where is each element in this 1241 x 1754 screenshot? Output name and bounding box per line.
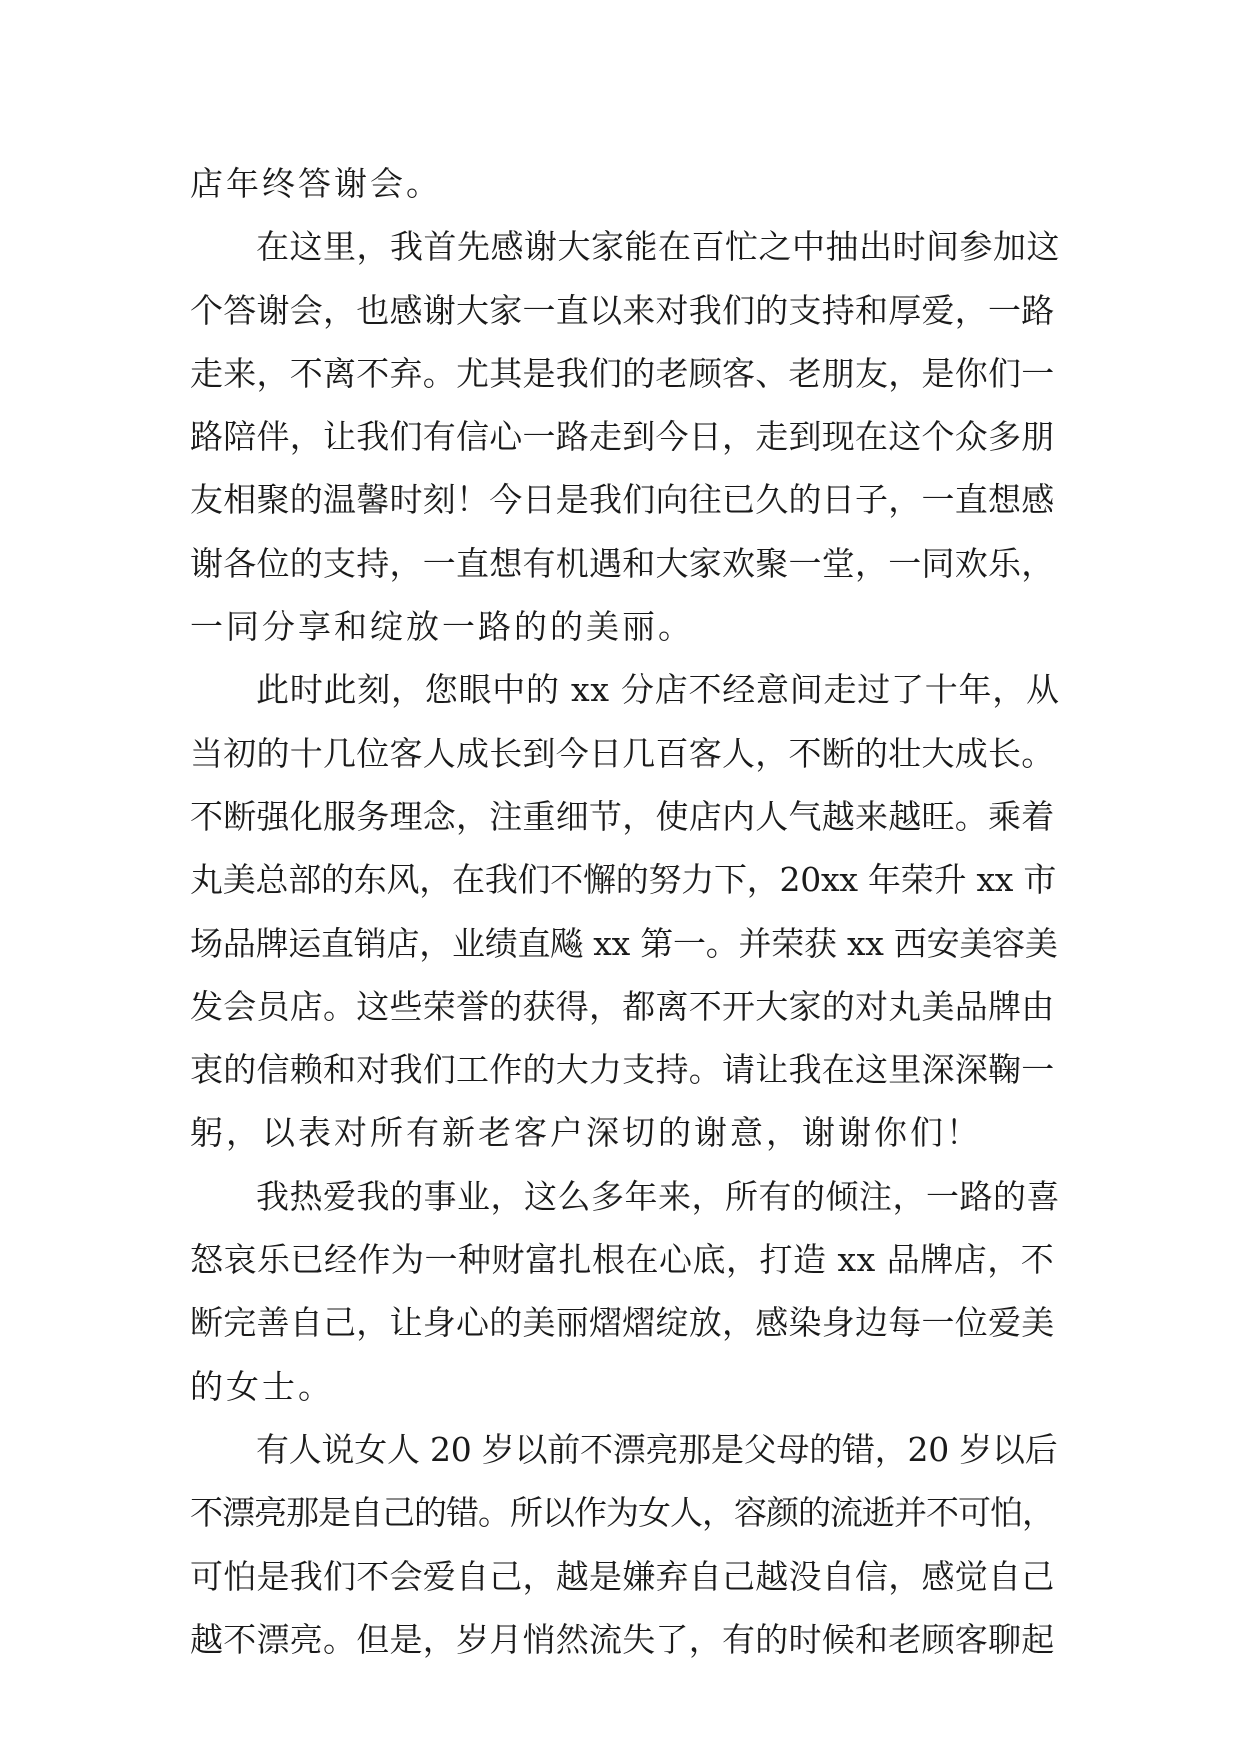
text-line: 有人说女人 20 岁以前不漂亮那是父母的错，20 岁以后	[256, 1429, 1058, 1469]
text-line: 不断强化服务理念，注重细节，使店内人气越来越旺。乘着	[190, 796, 1055, 836]
text-line: 店年终答谢会。	[190, 164, 442, 203]
text-line: 谢各位的支持，一直想有机遇和大家欢聚一堂，一同欢乐，	[190, 543, 1055, 583]
text-line: 我热爱我的事业，这么多年来，所有的倾注，一路的喜	[256, 1176, 1060, 1216]
text-line: 的女士。	[190, 1366, 334, 1406]
text-line: 可怕是我们不会爱自己，越是嫌弃自己越没自信，感觉自己	[190, 1556, 1055, 1596]
text-line: 丸美总部的东风，在我们不懈的努力下，20xx 年荣升 xx 市	[190, 860, 1057, 900]
body-text	[190, 152, 1060, 1671]
text-line: 越不漂亮。但是，岁月悄然流失了，有的时候和老顾客聊起	[190, 1619, 1055, 1659]
text-line: 在这里，我首先感谢大家能在百忙之中抽出时间参加这	[256, 227, 1060, 267]
text-line: 当初的十几位客人成长到今日几百客人，不断的壮大成长。	[190, 733, 1055, 773]
text-line: 走来，不离不弃。尤其是我们的老顾客、老朋友，是你们一	[190, 353, 1055, 393]
text-line: 躬，以表对所有新老客户深切的谢意，谢谢你们！	[190, 1113, 982, 1153]
text-line: 路陪伴，让我们有信心一路走到今日，走到现在这个众多朋	[190, 417, 1055, 457]
text-line: 个答谢会，也感谢大家一直以来对我们的支持和厚爱，一路	[190, 290, 1055, 330]
text-line: 发会员店。这些荣誉的获得，都离不开大家的对丸美品牌由	[190, 986, 1055, 1026]
text-line: 断完善自己，让身心的美丽熠熠绽放，感染身边每一位爱美	[190, 1303, 1055, 1343]
text-line: 衷的信赖和对我们工作的大力支持。请让我在这里深深鞠一	[190, 1050, 1055, 1090]
text-line: 此时此刻，您眼中的 xx 分店不经意间走过了十年，从	[256, 670, 1060, 710]
text-line: 不漂亮那是自己的错。所以作为女人，容颜的流逝并不可怕，	[190, 1493, 1054, 1533]
text-line: 友相聚的温馨时刻！今日是我们向往已久的日子，一直想感	[190, 480, 1055, 520]
text-line: 怒哀乐已经作为一种财富扎根在心底，打造 xx 品牌店，不	[190, 1240, 1055, 1280]
text-line: 场品牌运直销店，业绩直飚 xx 第一。并荣获 xx 西安美容美	[190, 923, 1058, 963]
text-line: 一同分享和绽放一路的的美丽。	[190, 607, 694, 647]
